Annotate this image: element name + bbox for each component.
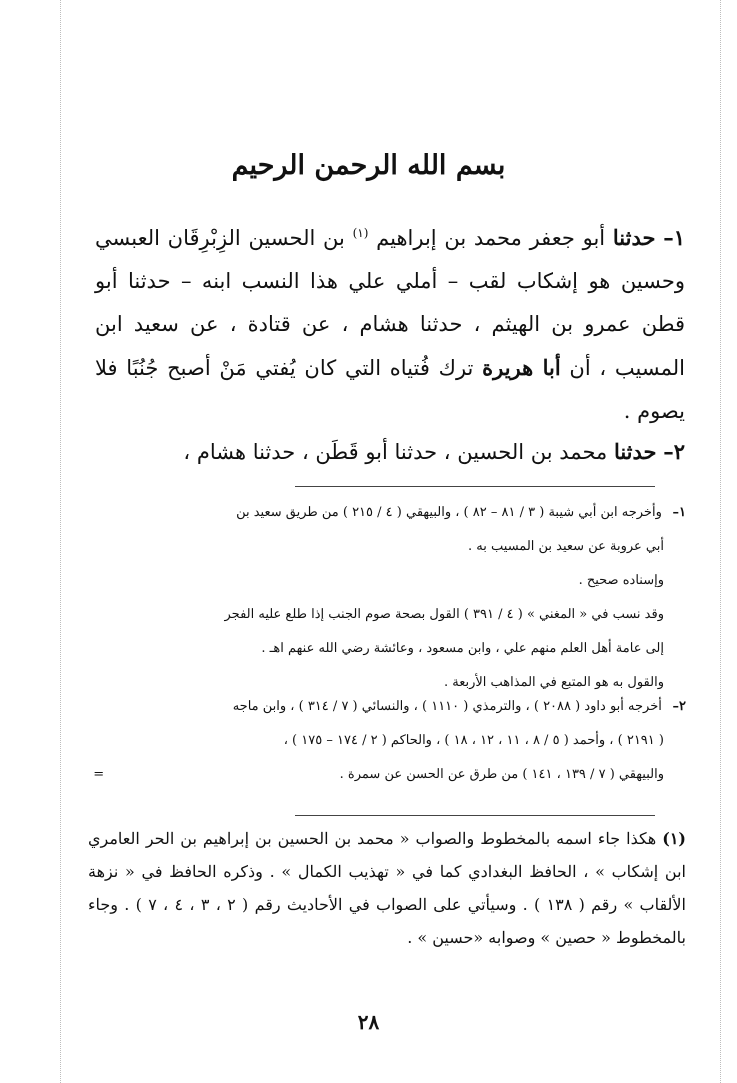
footnote-2-number: ٢–: [672, 699, 686, 714]
footnote-2-continuation-mark: =: [93, 767, 105, 782]
footnote-2-line-1: [88, 690, 686, 724]
hadith-2-text: محمد بن الحسين ، حدثنا أبو قَطَن ، حدثنا هشام ،: [183, 440, 608, 464]
footnote-1-line-1-text: وأخرجه ابن أبي شيبة ( ٣ / ٨١ – ٨٢ ) ، والبيهقي ( ٤ / ٢١٥ ) من طريق سعيد بن: [236, 505, 662, 520]
footnote-2-line-3-text: والبيهقي ( ٧ / ١٣٩ ، ١٤١ ) من طرق عن الحسن عن سمرة .: [339, 767, 664, 782]
hadith-1-number: ١–: [663, 225, 685, 250]
editor-note-1-text: هكذا جاء اسمه بالمخطوط والصواب « محمد بن الحسين بن إبراهيم بن الحر العامري ابن إشكاب » ، الحافظ البغدادي كما في « تهذيب الكمال » . وذكره الحافظ في « نزهة الألقاب » رقم ( ١٣٨ ) . وسيأتي على الصواب في الأحاديث رقم ( ٢ ، ٣ ، ٤ ، ٧ ) . وجاء بالمخطوط « حصين » وصوابه «حسين » .: [88, 829, 686, 947]
hadith-1-text-part3: ترك فُتياه التي كان يُفتي مَنْ أصبح جُنُبًا فلا يصوم .: [95, 356, 685, 423]
editor-note-1-ref: (١): [662, 829, 686, 848]
footnote-1-line-5: إلى عامة أهل العلم منهم علي ، وابن مسعود ، وعائشة رضي الله عنهم اهـ .: [261, 641, 664, 656]
hadith-2-lead: حدثنا: [613, 439, 657, 464]
footnote-1-line-4: وقد نسب في « المغني » ( ٤ / ٣٩١ ) القول بصحة صوم الجنب إذا طلع عليه الفجر: [224, 607, 664, 622]
hadith-1-lead: حدثنا: [612, 225, 656, 250]
hadith-1-narrator: أبا هريرة: [482, 355, 561, 380]
page-number: ٢٨: [357, 1010, 380, 1034]
hadith-2: [95, 430, 685, 474]
footnote-2: [88, 690, 686, 792]
editor-note-1: [88, 822, 686, 954]
footnote-1-line-3: وإسناده صحيح .: [578, 573, 664, 588]
footnote-1: [88, 496, 686, 700]
footnote-2-line-3: [88, 758, 686, 792]
footnote-1-line-2: أبي عروبة عن سعيد بن المسيب به .: [468, 539, 664, 554]
footnote-separator-1: [295, 486, 655, 487]
footnote-1-line-1: [88, 496, 686, 530]
hadith-1: [95, 212, 685, 433]
footnote-separator-2: [295, 815, 655, 816]
basmala-heading: بسم الله الرحمن الرحيم: [231, 150, 506, 181]
hadith-1-text-part2: بن الحسين الزِبْرِقَان العبسي وحسين هو إشكاب لقب – أملي علي هذا النسب ابنه – حدثنا أبو قطن عمرو بن الهيثم ، حدثنا هشام ، عن قتادة ، عن سعيد ابن المسيب ، أن: [95, 226, 685, 380]
hadith-1-footnote-ref: (١): [352, 226, 369, 240]
footnote-2-line-1-text: أخرجه أبو داود ( ٢٠٨٨ ) ، والترمذي ( ١١١٠ ) ، والنسائي ( ٧ / ٣١٤ ) ، وابن ماجه: [232, 699, 662, 714]
footnote-1-number: ١–: [672, 505, 686, 520]
footnote-2-line-2: ( ٢١٩١ ) ، وأحمد ( ٥ / ٨ ، ١١ ، ١٢ ، ١٨ ) ، والحاكم ( ٢ / ١٧٤ – ١٧٥ ) ،: [283, 733, 664, 748]
hadith-2-number: ٢–: [663, 439, 685, 464]
footnote-1-line-6: والقول به هو المتبع في المذاهب الأربعة .: [443, 675, 664, 690]
hadith-1-text-part1: أبو جعفر محمد بن إبراهيم: [376, 226, 606, 250]
